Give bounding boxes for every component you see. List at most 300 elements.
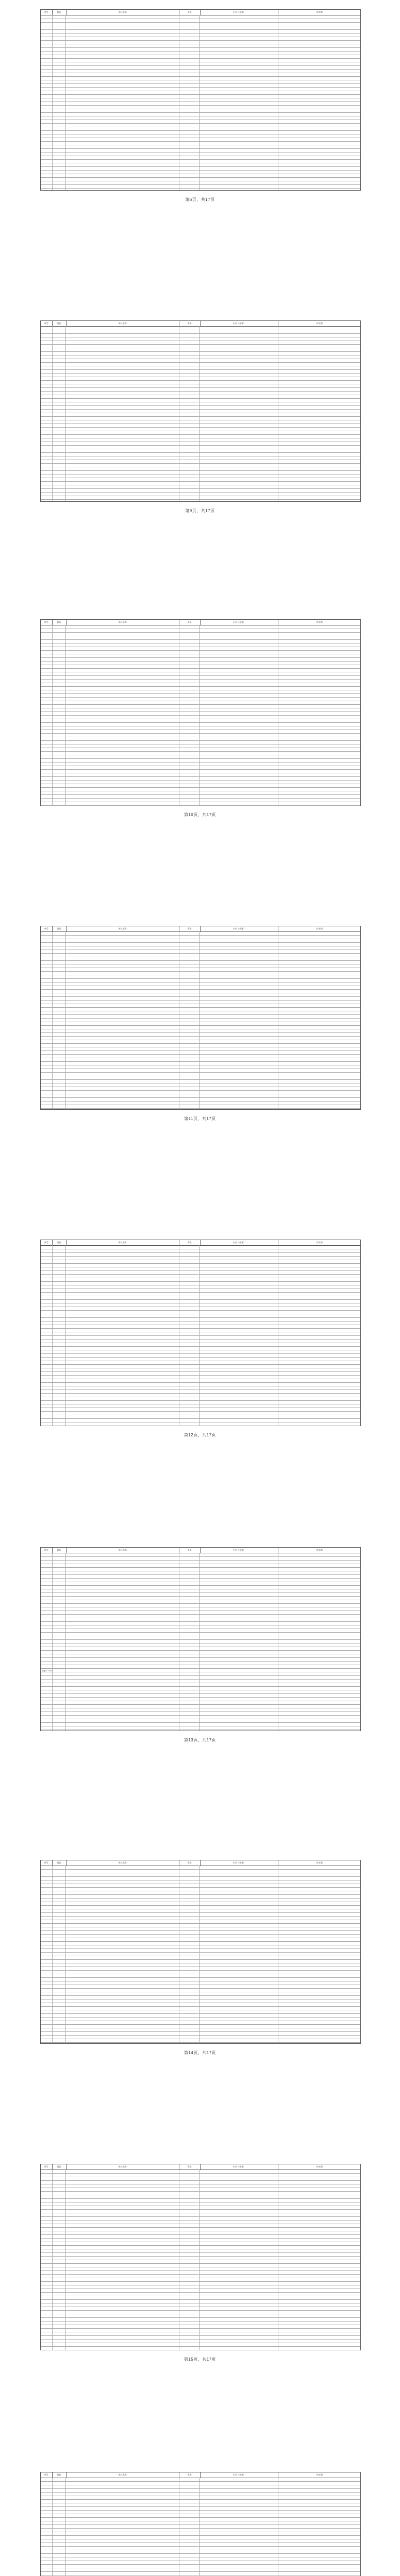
table-row xyxy=(41,29,360,30)
table-row xyxy=(41,675,360,676)
table-row xyxy=(41,1411,360,1412)
table-row xyxy=(41,2245,360,2246)
table-row xyxy=(41,1923,360,1924)
table-row xyxy=(41,83,360,84)
table-row xyxy=(41,1097,360,1098)
column-divider xyxy=(65,326,66,501)
column-header: 地区 xyxy=(53,620,66,625)
table-row xyxy=(41,798,360,799)
table-row xyxy=(41,65,360,66)
table-row xyxy=(41,1263,360,1264)
section-label: 福建省（34项） xyxy=(41,1669,65,1672)
table-row xyxy=(41,2274,360,2275)
table-row xyxy=(41,1704,360,1705)
table-row xyxy=(41,1007,360,1008)
column-header: 地区 xyxy=(53,926,66,931)
column-header: 单位名称 xyxy=(66,926,179,931)
column-divider xyxy=(52,15,53,190)
qualification-table xyxy=(40,2164,361,2350)
table-row xyxy=(41,2035,360,2036)
column-divider xyxy=(65,15,66,190)
table-row xyxy=(41,344,360,345)
table-row xyxy=(41,1952,360,1953)
table-row xyxy=(41,2546,360,2547)
table-row xyxy=(41,1256,360,1257)
table-row xyxy=(41,711,360,712)
table-row xyxy=(41,657,360,658)
page-footer: 第6页，共17页 xyxy=(185,197,215,202)
table-row xyxy=(41,2024,360,2025)
table-row xyxy=(41,87,360,88)
table-row xyxy=(41,1108,360,1109)
table-row xyxy=(41,1693,360,1694)
table-row xyxy=(41,2506,360,2507)
qualification-table xyxy=(40,1240,361,1426)
table-row xyxy=(41,978,360,979)
table-row xyxy=(41,661,360,662)
table-row xyxy=(41,1317,360,1318)
column-header: 资质 xyxy=(179,2164,201,2170)
table-row xyxy=(41,2492,360,2493)
table-row xyxy=(41,2564,360,2565)
table-row xyxy=(41,1375,360,1376)
table-row xyxy=(41,488,360,489)
table-row xyxy=(41,148,360,149)
table-row xyxy=(41,2328,360,2329)
column-header: 有效期 xyxy=(316,2165,323,2168)
table-row xyxy=(41,416,360,417)
table-row xyxy=(41,780,360,781)
table-row xyxy=(41,1869,360,1870)
table-row xyxy=(41,704,360,705)
table-row xyxy=(41,960,360,961)
table-row xyxy=(41,2227,360,2228)
table-header xyxy=(41,620,360,625)
column-header: 资质 xyxy=(179,321,201,326)
column-header: 地区 xyxy=(53,1548,66,1553)
table-row xyxy=(41,177,360,178)
table-row xyxy=(41,76,360,77)
column-header: 专业（业务） xyxy=(201,2472,279,2478)
table-row xyxy=(41,1686,360,1687)
table-row xyxy=(41,170,360,171)
table-row xyxy=(41,1335,360,1336)
column-header: 有效期 xyxy=(316,2473,323,2476)
table-row xyxy=(41,423,360,424)
table-row xyxy=(41,47,360,48)
table-row xyxy=(41,1912,360,1913)
table-row xyxy=(41,130,360,131)
table-row xyxy=(41,2339,360,2340)
column-header: 序号 xyxy=(41,926,53,931)
table-row xyxy=(41,1032,360,1033)
table-row xyxy=(41,1898,360,1899)
table-row xyxy=(41,1679,360,1680)
table-row xyxy=(41,1697,360,1698)
table-row xyxy=(41,2517,360,2518)
table-row xyxy=(41,373,360,374)
column-header: 有效期 xyxy=(316,1861,323,1864)
table-row xyxy=(41,141,360,142)
column-header: 地区 xyxy=(53,1240,66,1245)
table-row xyxy=(41,2006,360,2007)
column-header: 地区 xyxy=(53,321,66,326)
table-row xyxy=(41,1382,360,1383)
table-row xyxy=(41,1072,360,1073)
table-row xyxy=(41,1299,360,1300)
column-header: 资质 xyxy=(179,2472,201,2478)
column-header: 有效期 xyxy=(316,621,323,623)
table-row xyxy=(41,1400,360,1401)
table-row xyxy=(41,51,360,52)
table-row xyxy=(41,2042,360,2043)
table-row xyxy=(41,935,360,936)
table-row xyxy=(41,805,360,806)
table-row xyxy=(41,2488,360,2489)
table-row xyxy=(41,1574,360,1575)
table-row xyxy=(41,2292,360,2293)
column-header: 序号 xyxy=(41,10,53,15)
table-row xyxy=(41,1715,360,1716)
column-header: 专业（业务） xyxy=(201,926,279,931)
table-row xyxy=(41,1948,360,1949)
table-row xyxy=(41,715,360,716)
column-header: 单位名称 xyxy=(66,2164,179,2170)
table-row xyxy=(41,1346,360,1347)
column-header: 地区 xyxy=(53,2472,66,2478)
table-row xyxy=(41,2299,360,2300)
table-row xyxy=(41,166,360,167)
qualification-table xyxy=(40,926,361,1110)
table-row xyxy=(41,2013,360,2014)
table-row xyxy=(41,758,360,759)
table-row xyxy=(41,2553,360,2554)
table-row xyxy=(41,1614,360,1615)
table-row xyxy=(41,380,360,381)
table-row xyxy=(41,1876,360,1877)
column-header: 资质 xyxy=(179,10,201,15)
qualification-table xyxy=(40,320,361,502)
column-header: 有效期 xyxy=(316,1549,323,1551)
table-row xyxy=(41,2270,360,2271)
table-row xyxy=(41,1393,360,1394)
table-row xyxy=(41,769,360,770)
column-header: 序号 xyxy=(41,1860,53,1866)
table-row xyxy=(41,1389,360,1390)
column-header: 有效期 xyxy=(316,322,323,325)
table-row xyxy=(41,650,360,651)
page-footer: 第9页，共17页 xyxy=(185,509,215,513)
column-header: 地区 xyxy=(53,10,66,15)
column-header: 专业（业务） xyxy=(201,620,279,625)
column-header: 单位名称 xyxy=(66,2472,179,2478)
table-row xyxy=(41,686,360,687)
table-row xyxy=(41,2216,360,2217)
table-row xyxy=(41,427,360,428)
table-row xyxy=(41,1711,360,1712)
table-row xyxy=(41,1281,360,1282)
table-row xyxy=(41,1274,360,1275)
qualification-table xyxy=(40,619,361,806)
column-header: 专业（业务） xyxy=(201,2164,279,2170)
table-row xyxy=(41,1357,360,1358)
table-row xyxy=(41,697,360,698)
table-row xyxy=(41,362,360,363)
table-row xyxy=(41,1079,360,1080)
table-row xyxy=(41,1916,360,1917)
table-row xyxy=(41,405,360,406)
column-header: 单位名称 xyxy=(66,321,179,326)
table-row xyxy=(41,1675,360,1676)
column-header: 序号 xyxy=(41,2164,53,2170)
table-row xyxy=(41,1603,360,1604)
table-row xyxy=(41,1567,360,1568)
table-row xyxy=(41,2017,360,2018)
column-header: 专业（业务） xyxy=(201,1860,279,1866)
column-header: 地区 xyxy=(53,2164,66,2170)
table-row xyxy=(41,2256,360,2257)
table-row xyxy=(41,1988,360,1989)
table-row xyxy=(41,740,360,741)
table-row xyxy=(41,188,360,189)
table-row xyxy=(41,1025,360,1026)
table-row xyxy=(41,2510,360,2511)
table-row xyxy=(41,787,360,788)
table-row xyxy=(41,1657,360,1658)
column-header: 序号 xyxy=(41,1548,53,1553)
table-row xyxy=(41,2281,360,2282)
table-row xyxy=(41,1592,360,1593)
qualification-table xyxy=(40,1547,361,1731)
table-row xyxy=(41,1054,360,1055)
column-header: 单位名称 xyxy=(66,1860,179,1866)
table-row xyxy=(41,40,360,41)
table-row xyxy=(41,387,360,388)
column-header: 资质 xyxy=(179,926,201,931)
table-header xyxy=(41,1240,360,1246)
table-row xyxy=(41,1000,360,1001)
page-footer: 第10页，共17页 xyxy=(184,812,216,817)
table-row xyxy=(41,101,360,102)
table-row xyxy=(41,1934,360,1935)
table-row xyxy=(41,1977,360,1978)
table-header xyxy=(41,2164,360,2170)
column-header: 资质 xyxy=(179,1240,201,1245)
table-row xyxy=(41,722,360,723)
table-row xyxy=(41,2317,360,2318)
table-row xyxy=(41,2524,360,2525)
table-row xyxy=(41,2571,360,2572)
table-row xyxy=(41,2234,360,2235)
column-header: 序号 xyxy=(41,321,53,326)
table-row xyxy=(41,1661,360,1662)
table-row xyxy=(41,1995,360,1996)
column-header: 序号 xyxy=(41,2472,53,2478)
column-header: 序号 xyxy=(41,620,53,625)
table-row xyxy=(41,69,360,70)
table-row xyxy=(41,733,360,734)
table-row xyxy=(41,333,360,334)
column-header: 单位名称 xyxy=(66,1240,179,1245)
table-row xyxy=(41,1941,360,1942)
qualification-table xyxy=(40,1860,361,2044)
table-row xyxy=(41,499,360,500)
table-row xyxy=(41,1621,360,1622)
table-row xyxy=(41,2238,360,2239)
table-row xyxy=(41,2310,360,2311)
table-row xyxy=(41,1639,360,1640)
table-header xyxy=(41,926,360,932)
table-row xyxy=(41,105,360,106)
table-header xyxy=(41,10,360,15)
table-header xyxy=(41,1548,360,1553)
table-row xyxy=(41,2535,360,2536)
table-row xyxy=(41,632,360,633)
table-row xyxy=(41,112,360,113)
table-row xyxy=(41,2335,360,2336)
table-row xyxy=(41,2263,360,2264)
table-row xyxy=(41,942,360,943)
page-footer: 第14页，共17页 xyxy=(184,2050,216,2055)
qualification-table xyxy=(40,2472,361,2576)
table-row xyxy=(41,409,360,410)
table-row xyxy=(41,1668,360,1669)
table-row xyxy=(41,953,360,954)
table-row xyxy=(41,639,360,640)
table-row xyxy=(41,2031,360,2032)
table-row xyxy=(41,1339,360,1340)
table-row xyxy=(41,492,360,493)
column-header: 有效期 xyxy=(316,11,323,13)
table-row xyxy=(41,2252,360,2253)
table-header xyxy=(41,1860,360,1866)
table-row xyxy=(41,94,360,95)
table-row xyxy=(41,668,360,669)
column-header: 资质 xyxy=(179,1860,201,1866)
table-row xyxy=(41,1043,360,1044)
table-row xyxy=(41,2198,360,2199)
table-row xyxy=(41,445,360,446)
table-row xyxy=(41,693,360,694)
table-row xyxy=(41,2180,360,2181)
column-header: 有效期 xyxy=(316,1241,323,1244)
table-row xyxy=(41,1632,360,1633)
table-row xyxy=(41,2191,360,2192)
table-row xyxy=(41,2499,360,2500)
table-row xyxy=(41,1894,360,1895)
table-row xyxy=(41,1887,360,1888)
column-header: 地区 xyxy=(53,1860,66,1866)
table-row xyxy=(41,1310,360,1311)
table-row xyxy=(41,22,360,23)
table-row xyxy=(41,1050,360,1051)
qualification-table xyxy=(40,9,361,191)
column-header: 单位名称 xyxy=(66,1548,179,1553)
table-row xyxy=(41,971,360,972)
column-header: 专业（业务） xyxy=(201,321,279,326)
table-row xyxy=(41,1585,360,1586)
table-row xyxy=(41,1018,360,1019)
table-row xyxy=(41,1560,360,1561)
table-row xyxy=(41,1036,360,1037)
table-row xyxy=(41,1364,360,1365)
table-header xyxy=(41,321,360,327)
table-row xyxy=(41,463,360,464)
page-footer: 第13页，共17页 xyxy=(184,1738,216,1742)
column-header: 专业（业务） xyxy=(201,1548,279,1553)
column-header: 专业（业务） xyxy=(201,1240,279,1245)
table-row xyxy=(41,123,360,124)
table-row xyxy=(41,679,360,680)
table-row xyxy=(41,351,360,352)
table-row xyxy=(41,1596,360,1597)
table-row xyxy=(41,2528,360,2529)
column-header: 资质 xyxy=(179,1548,201,1553)
table-row xyxy=(41,184,360,185)
column-divider xyxy=(52,326,53,501)
table-row xyxy=(41,470,360,471)
table-row xyxy=(41,996,360,997)
column-header: 资质 xyxy=(179,620,201,625)
table-row xyxy=(41,452,360,453)
column-header: 单位名称 xyxy=(66,620,179,625)
table-row xyxy=(41,751,360,752)
page-footer: 第12页，共17页 xyxy=(184,1433,216,1437)
table-row xyxy=(41,1578,360,1579)
table-row xyxy=(41,2481,360,2482)
table-row xyxy=(41,1270,360,1271)
page-footer: 第11页，共17页 xyxy=(184,1116,216,1121)
table-row xyxy=(41,2346,360,2347)
table-row xyxy=(41,1292,360,1293)
table-row xyxy=(41,2209,360,2210)
table-row xyxy=(41,1970,360,1971)
column-divider xyxy=(199,15,200,190)
table-row xyxy=(41,1090,360,1091)
table-row xyxy=(41,1061,360,1062)
table-row xyxy=(41,369,360,370)
table-row xyxy=(41,1353,360,1354)
table-row xyxy=(41,1418,360,1419)
table-row xyxy=(41,1014,360,1015)
column-header: 有效期 xyxy=(316,927,323,930)
table-row xyxy=(41,2220,360,2221)
table-row xyxy=(41,1722,360,1723)
table-row xyxy=(41,1556,360,1557)
column-divider xyxy=(199,326,200,501)
table-row xyxy=(41,776,360,777)
table-row xyxy=(41,794,360,795)
column-header: 专业（业务） xyxy=(201,10,279,15)
column-header: 序号 xyxy=(41,1240,53,1245)
column-header: 单位名称 xyxy=(66,10,179,15)
table-row xyxy=(41,481,360,482)
table-row xyxy=(41,1252,360,1253)
table-row xyxy=(41,58,360,59)
page-footer: 第15页，共17页 xyxy=(184,2357,216,2362)
table-row xyxy=(41,2173,360,2174)
table-row xyxy=(41,398,360,399)
table-row xyxy=(41,989,360,990)
table-row xyxy=(41,1959,360,1960)
table-row xyxy=(41,159,360,160)
table-row xyxy=(41,1371,360,1372)
table-row xyxy=(41,1328,360,1329)
table-row xyxy=(41,1650,360,1651)
table-row xyxy=(41,391,360,392)
table-row xyxy=(41,1930,360,1931)
table-header xyxy=(41,2472,360,2478)
